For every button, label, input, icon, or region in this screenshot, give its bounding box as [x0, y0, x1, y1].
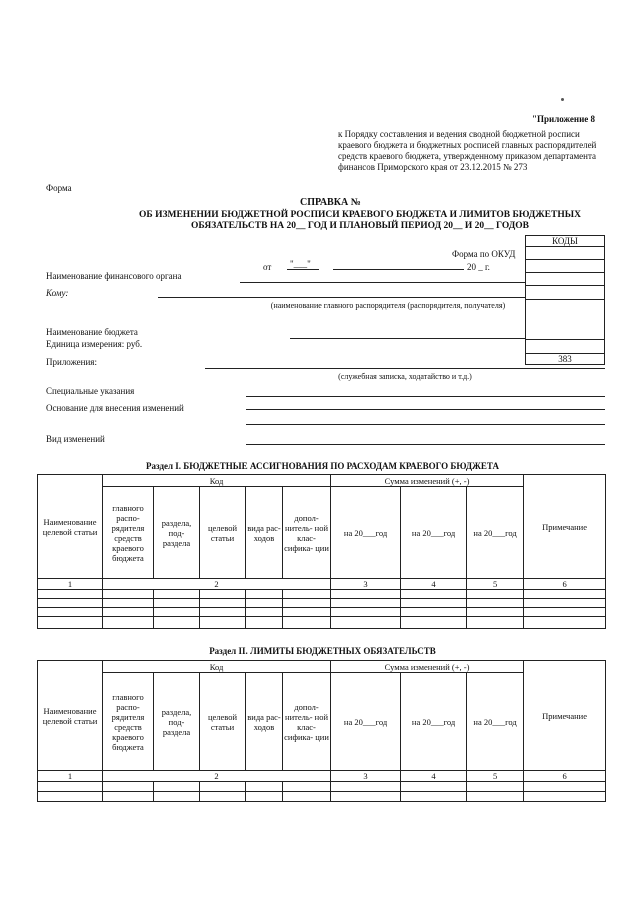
codes-table — [525, 235, 605, 365]
section2-title: Раздел II. ЛИМИТЫ БЮДЖЕТНЫХ ОБЯЗАТЕЛЬСТВ — [209, 646, 436, 656]
th-target: целевой статьи — [200, 673, 246, 771]
th-razdel: раздела, под- раздела — [154, 673, 200, 771]
attachments-caption: (служебная записка, ходатайство и т.д.) — [338, 372, 472, 381]
codes-finorg-cell — [526, 273, 605, 286]
form-label: Форма — [46, 183, 72, 193]
doc-subtitle-1: ОБ ИЗМЕНЕНИИ БЮДЖЕТНОЙ РОСПИСИ КРАЕВОГО БЮДЖЕТА И ЛИМИТОВ БЮДЖЕТНЫХ — [139, 210, 581, 220]
basis-label: Основание для внесения изменений — [46, 403, 184, 413]
num-3: 3 — [331, 579, 401, 590]
to-label: Кому: — [46, 288, 69, 298]
section2-table — [37, 660, 606, 802]
financial-body-line — [240, 282, 525, 283]
num-1: 1 — [38, 771, 103, 782]
th-razdel: раздела, под- раздела — [154, 487, 200, 579]
th-gr: главного распо- рядителя средств краевого бюджета — [103, 487, 154, 579]
num-3: 3 — [331, 771, 401, 782]
date-quote: "___" — [290, 259, 311, 269]
num-2: 2 — [103, 771, 331, 782]
num-6: 6 — [524, 771, 606, 782]
codes-date-cell — [526, 260, 605, 273]
to-line — [158, 297, 525, 298]
th-target: целевой статьи — [200, 487, 246, 579]
appendix-text: к Порядку составления и ведения сводной бюджетной росписи краевого бюджета и бюджетных росписей главных распорядителей средств краевого бюджета, утвержденному приказом департамента финансов Приморского края от 23.12.2015 № 273 — [338, 129, 597, 172]
attachments-line — [205, 368, 605, 369]
th-name: Наименование целевой статьи — [38, 661, 103, 771]
codes-unit-cell: 383 — [526, 354, 605, 365]
num-2: 2 — [103, 579, 331, 590]
num-4: 4 — [401, 579, 467, 590]
th-y1: на 20___год — [331, 487, 401, 579]
section1-table — [37, 474, 606, 629]
table-row — [38, 792, 606, 802]
date-from-label: от — [263, 262, 272, 272]
th-dop: допол- нитель- ной клас- сифика- ции — [283, 673, 331, 771]
th-y3: на 20___год — [467, 487, 524, 579]
unit-label: Единица измерения: руб. — [46, 339, 143, 349]
special-instructions-line — [246, 396, 605, 397]
th-vid: вида рас- ходов — [246, 673, 283, 771]
change-type-line — [246, 444, 605, 445]
scan-dot — [561, 98, 564, 101]
th-y2: на 20___год — [401, 487, 467, 579]
table-row — [38, 599, 606, 608]
basis-line-2 — [246, 424, 605, 425]
th-code: Код — [103, 475, 331, 487]
th-y2: на 20___год — [401, 673, 467, 771]
table-row — [38, 617, 606, 629]
budget-name-line — [290, 338, 525, 339]
basis-line-1 — [246, 409, 605, 410]
codes-recipient-cell — [526, 300, 605, 340]
doc-title: СПРАВКА № — [300, 197, 361, 208]
th-y3: на 20___год — [467, 673, 524, 771]
budget-name-label: Наименование бюджета — [46, 327, 138, 337]
num-5: 5 — [467, 579, 524, 590]
codes-to-cell — [526, 286, 605, 300]
okud-label: Форма по ОКУД — [452, 249, 516, 259]
date-year: 20 _ г. — [467, 262, 490, 272]
table-row — [38, 608, 606, 617]
codes-budget-cell — [526, 340, 605, 354]
recipient-caption: (наименование главного распорядителя (распорядителя, получателя) — [270, 301, 506, 310]
num-1: 1 — [38, 579, 103, 590]
doc-subtitle-2: ОБЯЗАТЕЛЬСТВ НА 20__ ГОД И ПЛАНОВЫЙ ПЕРИОД 20__ И 20__ ГОДОВ — [190, 221, 529, 231]
th-dop: допол- нитель- ной клас- сифика- ции — [283, 487, 331, 579]
num-5: 5 — [467, 771, 524, 782]
th-note: Примечание — [524, 661, 606, 771]
date-month-line — [333, 269, 464, 270]
th-y1: на 20___год — [331, 673, 401, 771]
th-code: Код — [103, 661, 331, 673]
th-sum: Сумма изменений (+, -) — [331, 661, 524, 673]
codes-okud-cell — [526, 247, 605, 260]
appendix-title: "Приложение 8 — [532, 114, 596, 124]
th-sum: Сумма изменений (+, -) — [331, 475, 524, 487]
th-vid: вида рас- ходов — [246, 487, 283, 579]
th-gr: главного распо- рядителя средств краевого бюджета — [103, 673, 154, 771]
table-row — [38, 590, 606, 599]
th-note: Примечание — [524, 475, 606, 579]
num-4: 4 — [401, 771, 467, 782]
attachments-label: Приложения: — [46, 357, 97, 367]
date-day-line — [287, 269, 319, 270]
num-6: 6 — [524, 579, 606, 590]
codes-header: КОДЫ — [526, 236, 605, 247]
section1-title: Раздел I. БЮДЖЕТНЫЕ АССИГНОВАНИЯ ПО РАСХОДАМ КРАЕВОГО БЮДЖЕТА — [146, 461, 499, 471]
special-instructions-label: Специальные указания — [46, 386, 135, 396]
table-row — [38, 782, 606, 792]
th-name: Наименование целевой статьи — [38, 475, 103, 579]
change-type-label: Вид изменений — [46, 434, 105, 444]
financial-body-label: Наименование финансового органа — [46, 271, 182, 281]
